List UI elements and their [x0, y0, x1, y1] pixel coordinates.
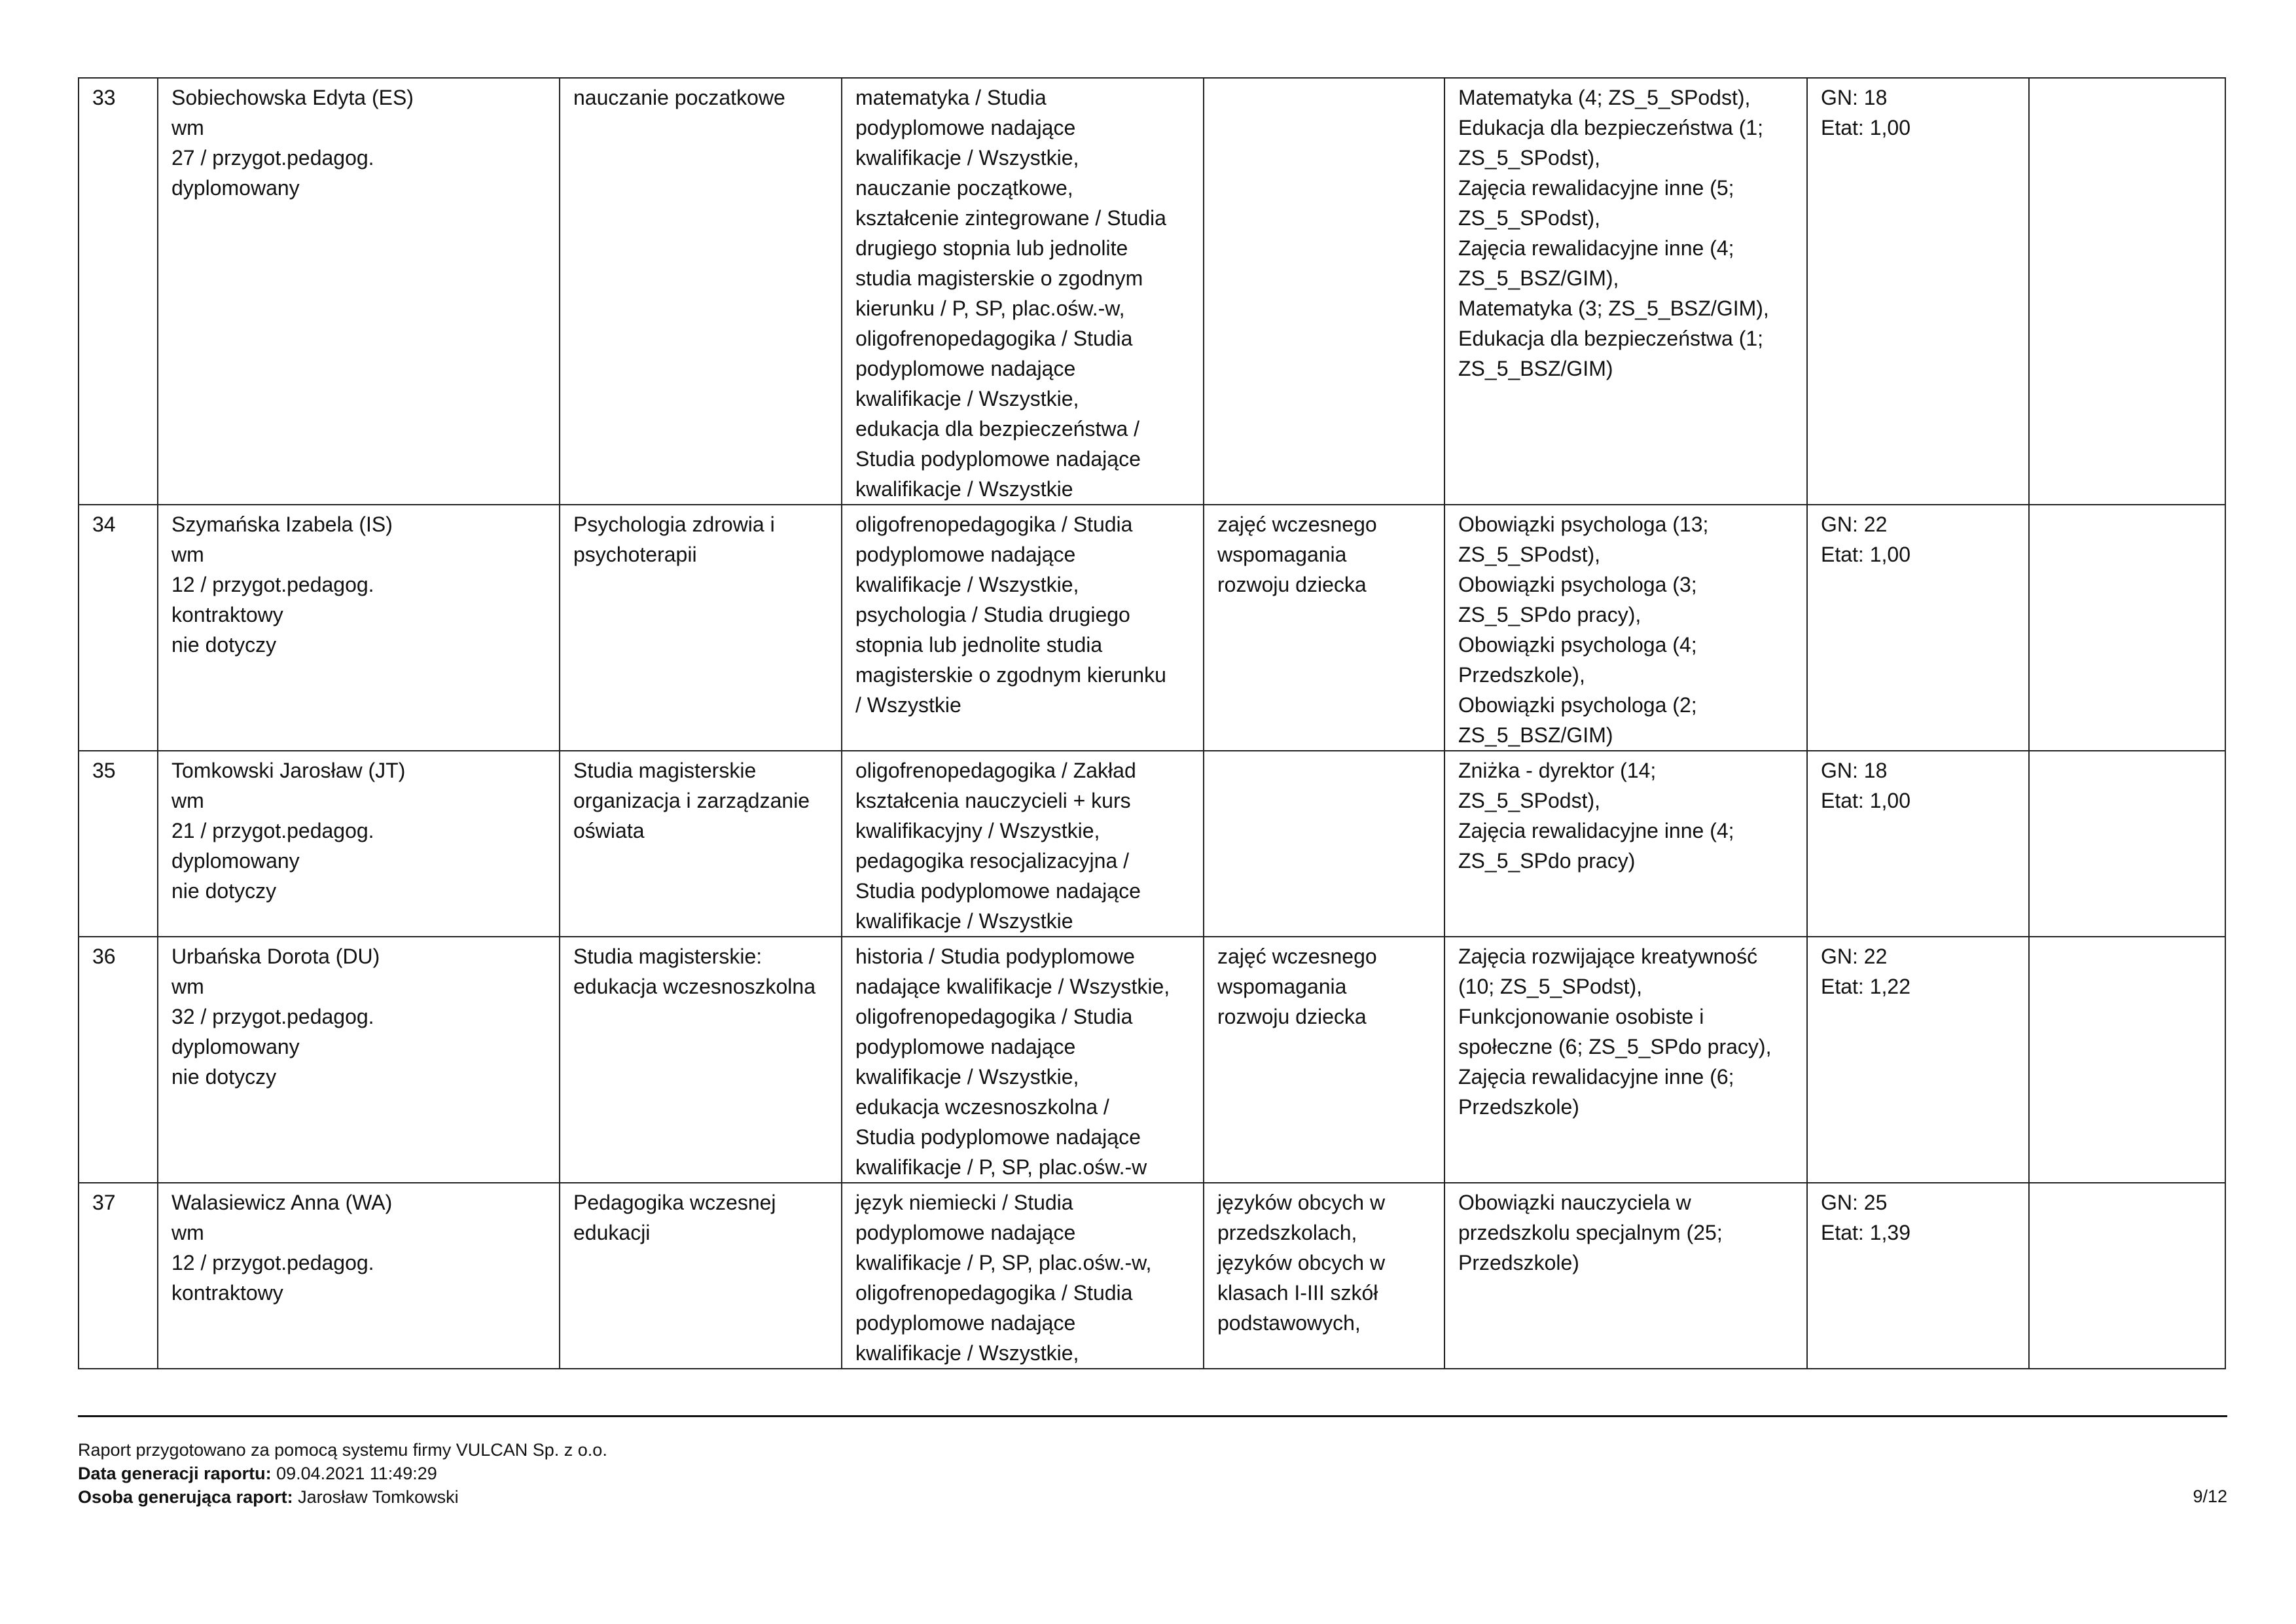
- cell-line: 12 / przygot.pedagog.: [171, 573, 374, 596]
- cell-line: ZS_5_SPodst),: [1458, 543, 1600, 566]
- cell-line: edukacja dla bezpieczeństwa /: [855, 417, 1140, 441]
- cell-lp: [79, 1183, 158, 1369]
- teachers-table: [78, 77, 2226, 1369]
- cell-line: Edukacja dla bezpieczeństwa (1;: [1458, 116, 1764, 139]
- cell-line: magisterskie o zgodnym kierunku: [855, 663, 1166, 687]
- cell-line: ZS_5_SPodst),: [1458, 146, 1600, 170]
- cell-line: kwalifikacje / Wszystkie: [855, 477, 1073, 501]
- cell-line: kwalifikacje / Wszystkie,: [855, 146, 1079, 170]
- cell-education: [560, 751, 842, 937]
- cell-teacher: [158, 751, 560, 937]
- footer-divider: [78, 1415, 2227, 1417]
- cell-line: Zajęcia rozwijające kreatywność: [1458, 945, 1758, 968]
- cell-education: [560, 937, 842, 1183]
- cell-line: Studia podyplomowe nadające: [855, 1125, 1141, 1149]
- cell-line: nauczanie poczatkowe: [573, 86, 785, 109]
- cell-line: GN: 18: [1821, 86, 1888, 109]
- table-row: [79, 505, 2225, 751]
- footer-date-label: Data generacji raportu:: [78, 1464, 272, 1483]
- cell-line: ZS_5_SPdo pracy),: [1458, 603, 1641, 626]
- cell-line: kwalifikacje / P, SP, plac.ośw.-w,: [855, 1251, 1152, 1274]
- cell-line: ZS_5_SPdo pracy): [1458, 849, 1636, 873]
- cell-line: dyplomowany: [171, 176, 300, 200]
- cell-line: GN: 22: [1821, 513, 1888, 536]
- cell-line: wspomagania: [1217, 975, 1347, 998]
- table-row: [79, 751, 2225, 937]
- cell-line: edukacja wczesnoszkolna: [573, 975, 816, 998]
- cell-notes: [2029, 1183, 2225, 1369]
- cell-line: 35: [92, 759, 116, 782]
- cell-line: Walasiewicz Anna (WA): [171, 1191, 393, 1214]
- cell-line: ZS_5_SPodst),: [1458, 789, 1600, 812]
- cell-classes: [1444, 937, 1807, 1183]
- cell-line: przedszkolu specjalnym (25;: [1458, 1221, 1723, 1244]
- cell-line: podyplomowe nadające: [855, 543, 1076, 566]
- cell-line: nie dotyczy: [171, 879, 277, 903]
- cell-line: Matematyka (3; ZS_5_BSZ/GIM),: [1458, 297, 1769, 320]
- cell-line: wspomagania: [1217, 543, 1347, 566]
- cell-workload: [1807, 1183, 2029, 1369]
- cell-line: edukacja wczesnoszkolna /: [855, 1095, 1109, 1119]
- cell-line: Etat: 1,00: [1821, 789, 1910, 812]
- cell-line: oligofrenopedagogika / Studia: [855, 327, 1133, 350]
- cell-line: kwalifikacje / Wszystkie,: [855, 1065, 1079, 1089]
- cell-line: Obowiązki psychologa (4;: [1458, 633, 1697, 657]
- cell-line: Obowiązki psychologa (2;: [1458, 693, 1697, 717]
- cell-line: wm: [171, 116, 204, 139]
- cell-line: podstawowych,: [1217, 1311, 1361, 1335]
- cell-classes: [1444, 751, 1807, 937]
- cell-line: przedszkolach,: [1217, 1221, 1357, 1244]
- cell-line: kontraktowy: [171, 603, 283, 626]
- cell-line: rozwoju dziecka: [1217, 1005, 1367, 1028]
- cell-specialization: [1204, 505, 1444, 751]
- cell-line: dyplomowany: [171, 1035, 300, 1058]
- cell-line: 32 / przygot.pedagog.: [171, 1005, 374, 1028]
- cell-line: kwalifikacje / Wszystkie,: [855, 387, 1079, 410]
- cell-line: ZS_5_BSZ/GIM),: [1458, 266, 1619, 290]
- cell-line: 21 / przygot.pedagog.: [171, 819, 374, 842]
- cell-line: psychoterapii: [573, 543, 697, 566]
- cell-line: nadające kwalifikacje / Wszystkie,: [855, 975, 1170, 998]
- cell-line: podyplomowe nadające: [855, 357, 1076, 380]
- cell-line: zajęć wczesnego: [1217, 945, 1377, 968]
- cell-line: studia magisterskie o zgodnym: [855, 266, 1143, 290]
- cell-line: GN: 22: [1821, 945, 1888, 968]
- table-row: [79, 1183, 2225, 1369]
- cell-line: Studia magisterskie: [573, 759, 757, 782]
- page-number: 9/12: [2193, 1487, 2227, 1506]
- cell-notes: [2029, 78, 2225, 505]
- cell-teacher: [158, 937, 560, 1183]
- cell-line: Przedszkole),: [1458, 663, 1585, 687]
- cell-specialization: [1204, 78, 1444, 505]
- cell-specialization: [1204, 1183, 1444, 1369]
- cell-line: nie dotyczy: [171, 633, 277, 657]
- cell-line: 36: [92, 945, 116, 968]
- cell-line: Studia podyplomowe nadające: [855, 879, 1141, 903]
- cell-line: oligofrenopedagogika / Studia: [855, 1005, 1133, 1028]
- cell-line: wm: [171, 1221, 204, 1244]
- cell-lp: [79, 937, 158, 1183]
- cell-line: kontraktowy: [171, 1281, 283, 1305]
- cell-specialization: [1204, 751, 1444, 937]
- cell-line: oligofrenopedagogika / Studia: [855, 513, 1133, 536]
- cell-classes: [1444, 505, 1807, 751]
- cell-education: [560, 505, 842, 751]
- cell-line: podyplomowe nadające: [855, 116, 1076, 139]
- cell-qualifications: [842, 1183, 1204, 1369]
- cell-lp: [79, 78, 158, 505]
- cell-line: oligofrenopedagogika / Zakład: [855, 759, 1136, 782]
- cell-line: nie dotyczy: [171, 1065, 277, 1089]
- cell-workload: [1807, 505, 2029, 751]
- cell-line: Obowiązki psychologa (3;: [1458, 573, 1697, 596]
- cell-teacher: [158, 78, 560, 505]
- cell-line: Tomkowski Jarosław (JT): [171, 759, 406, 782]
- cell-line: psychologia / Studia drugiego: [855, 603, 1130, 626]
- cell-line: organizacja i zarządzanie: [573, 789, 810, 812]
- cell-line: Przedszkole): [1458, 1095, 1579, 1119]
- footer-author-label: Osoba generująca raport:: [78, 1487, 293, 1507]
- cell-line: pedagogika resocjalizacyjna /: [855, 849, 1130, 873]
- cell-line: oligofrenopedagogika / Studia: [855, 1281, 1133, 1305]
- cell-education: [560, 78, 842, 505]
- cell-line: Pedagogika wczesnej: [573, 1191, 776, 1214]
- cell-workload: [1807, 78, 2029, 505]
- cell-line: kształcenia nauczycieli + kurs: [855, 789, 1131, 812]
- cell-line: oświata: [573, 819, 645, 842]
- cell-line: podyplomowe nadające: [855, 1035, 1076, 1058]
- cell-line: język niemiecki / Studia: [855, 1191, 1073, 1214]
- cell-teacher: [158, 505, 560, 751]
- cell-workload: [1807, 937, 2029, 1183]
- cell-qualifications: [842, 505, 1204, 751]
- cell-line: kwalifikacje / Wszystkie,: [855, 573, 1079, 596]
- cell-line: Funkcjonowanie osobiste i: [1458, 1005, 1704, 1028]
- cell-line: 33: [92, 86, 116, 109]
- cell-line: kwalifikacje / Wszystkie,: [855, 1341, 1079, 1365]
- table-row: [79, 937, 2225, 1183]
- footer-date-line: [78, 1462, 607, 1485]
- cell-line: Etat: 1,00: [1821, 116, 1910, 139]
- cell-line: stopnia lub jednolite studia: [855, 633, 1103, 657]
- cell-qualifications: [842, 751, 1204, 937]
- cell-line: Obowiązki nauczyciela w: [1458, 1191, 1691, 1214]
- cell-line: języków obcych w: [1217, 1191, 1386, 1214]
- cell-line: historia / Studia podyplomowe: [855, 945, 1135, 968]
- cell-line: drugiego stopnia lub jednolite: [855, 236, 1128, 260]
- cell-line: kwalifikacje / Wszystkie: [855, 909, 1073, 933]
- footer-author-value: Jarosław Tomkowski: [293, 1487, 459, 1507]
- cell-line: Studia podyplomowe nadające: [855, 447, 1141, 471]
- cell-notes: [2029, 505, 2225, 751]
- cell-line: Zajęcia rewalidacyjne inne (4;: [1458, 819, 1734, 842]
- cell-line: Edukacja dla bezpieczeństwa (1;: [1458, 327, 1764, 350]
- cell-line: klasach I-III szkół: [1217, 1281, 1378, 1305]
- cell-line: 27 / przygot.pedagog.: [171, 146, 374, 170]
- cell-line: zajęć wczesnego: [1217, 513, 1377, 536]
- cell-line: Psychologia zdrowia i: [573, 513, 775, 536]
- cell-line: kwalifikacyjny / Wszystkie,: [855, 819, 1100, 842]
- cell-line: języków obcych w: [1217, 1251, 1386, 1274]
- cell-line: kwalifikacje / P, SP, plac.ośw.-w: [855, 1155, 1147, 1179]
- cell-line: Studia magisterskie:: [573, 945, 762, 968]
- cell-line: Zajęcia rewalidacyjne inne (4;: [1458, 236, 1734, 260]
- cell-line: wm: [171, 543, 204, 566]
- cell-line: 12 / przygot.pedagog.: [171, 1251, 374, 1274]
- cell-line: rozwoju dziecka: [1217, 573, 1367, 596]
- cell-line: podyplomowe nadające: [855, 1311, 1076, 1335]
- cell-qualifications: [842, 937, 1204, 1183]
- table-row: [79, 78, 2225, 505]
- cell-lp: [79, 505, 158, 751]
- cell-line: Matematyka (4; ZS_5_SPodst),: [1458, 86, 1751, 109]
- footer-system-line: Raport przygotowano za pomocą systemu firmy VULCAN Sp. z o.o.: [78, 1440, 607, 1460]
- cell-line: Zniżka - dyrektor (14;: [1458, 759, 1657, 782]
- cell-line: Urbańska Dorota (DU): [171, 945, 380, 968]
- cell-line: ZS_5_BSZ/GIM): [1458, 723, 1613, 747]
- cell-line: Szymańska Izabela (IS): [171, 513, 393, 536]
- cell-line: dyplomowany: [171, 849, 300, 873]
- cell-line: społeczne (6; ZS_5_SPdo pracy),: [1458, 1035, 1772, 1058]
- table-body: [79, 78, 2225, 1369]
- cell-line: (10; ZS_5_SPodst),: [1458, 975, 1643, 998]
- cell-line: matematyka / Studia: [855, 86, 1047, 109]
- cell-line: kierunku / P, SP, plac.ośw.-w,: [855, 297, 1125, 320]
- cell-line: ZS_5_BSZ/GIM): [1458, 357, 1613, 380]
- cell-education: [560, 1183, 842, 1369]
- cell-line: Zajęcia rewalidacyjne inne (6;: [1458, 1065, 1734, 1089]
- cell-line: GN: 18: [1821, 759, 1888, 782]
- cell-classes: [1444, 78, 1807, 505]
- cell-teacher: [158, 1183, 560, 1369]
- cell-specialization: [1204, 937, 1444, 1183]
- cell-line: podyplomowe nadające: [855, 1221, 1076, 1244]
- cell-line: Przedszkole): [1458, 1251, 1579, 1274]
- cell-line: kształcenie zintegrowane / Studia: [855, 206, 1166, 230]
- cell-line: Zajęcia rewalidacyjne inne (5;: [1458, 176, 1734, 200]
- cell-lp: [79, 751, 158, 937]
- cell-classes: [1444, 1183, 1807, 1369]
- cell-line: nauczanie początkowe,: [855, 176, 1073, 200]
- cell-line: wm: [171, 975, 204, 998]
- cell-line: Etat: 1,39: [1821, 1221, 1910, 1244]
- cell-line: ZS_5_SPodst),: [1458, 206, 1600, 230]
- cell-line: wm: [171, 789, 204, 812]
- cell-line: Sobiechowska Edyta (ES): [171, 86, 414, 109]
- report-footer: [78, 1438, 607, 1509]
- cell-line: GN: 25: [1821, 1191, 1888, 1214]
- cell-notes: [2029, 937, 2225, 1183]
- footer-date-value: 09.04.2021 11:49:29: [271, 1464, 437, 1483]
- cell-line: 37: [92, 1191, 116, 1214]
- cell-notes: [2029, 751, 2225, 937]
- cell-line: edukacji: [573, 1221, 651, 1244]
- cell-line: / Wszystkie: [855, 693, 961, 717]
- cell-line: 34: [92, 513, 116, 536]
- cell-line: Obowiązki psychologa (13;: [1458, 513, 1709, 536]
- footer-author-line: [78, 1485, 607, 1509]
- cell-qualifications: [842, 78, 1204, 505]
- cell-workload: [1807, 751, 2029, 937]
- cell-line: Etat: 1,22: [1821, 975, 1910, 998]
- cell-line: Etat: 1,00: [1821, 543, 1910, 566]
